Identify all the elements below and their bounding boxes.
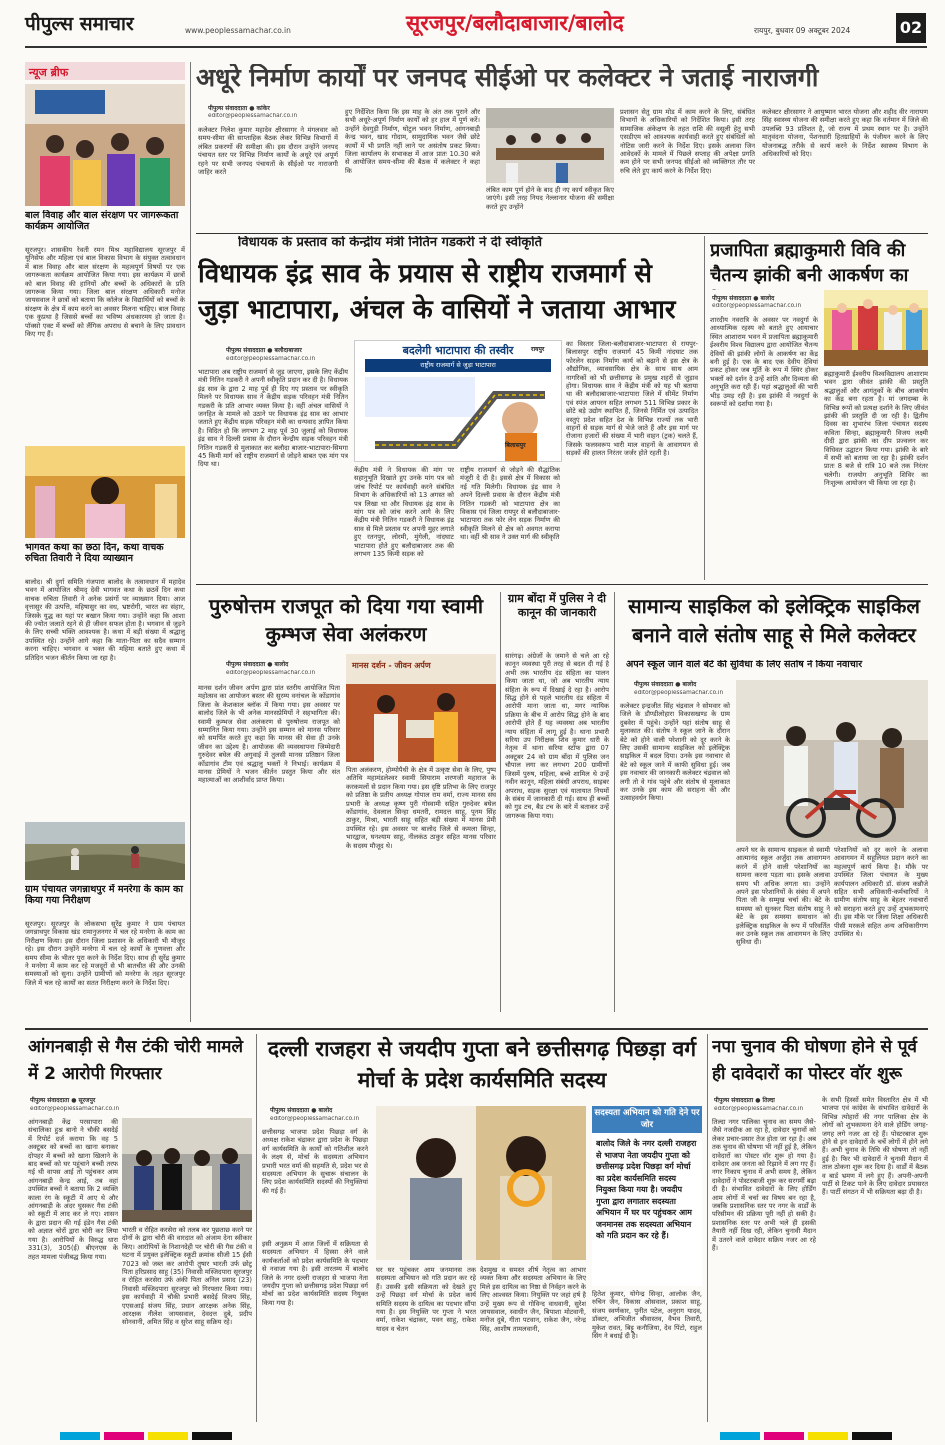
- highway-map: [355, 375, 561, 461]
- highway-col1: भाटापारा अब राष्ट्रीय राजमार्ग से जुड़ जाएगा, इसके लिए केंद्रीय मंत्री नितिन गडकरी ने अपनी स्वीकृति प्रदान कर दी है। विधायक इंद्र साव के द्वारा 2 माह पूर्व ही दिए गए प्रस्ताव पर स्वीकृति मिलने पर विधायक साव ने केंद्रीय सड़क परिवहन मंत्री नितिन गडकरी के प्रति आभार व्यक्त किया है। वहीं अंचल वासियों ने जनहित के मामले को उठाने पर विधायक इंद्र साव का आभार जताते हुए केंद्रीय सड़क परिवहन मंत्री का धन्यवाद ज्ञापित किया है। विदित हो कि लगभग 2 माह पूर्व 30 जुलाई को विधायक इंद्र साव ने दिल्ली प्रवास के दौरान केन्द्रीय सड़क परिवहन मंत्री नितिन गडकरी से मुलाकात कर बलौदा बाजार-भाटापारा-सिमगा 45 किमी मार्ग को राष्ट्रीय राजमार्ग से जोड़ने बाबत एक मांग पत्र दिया था।: [198, 368, 348, 469]
- brief-divider: [190, 62, 191, 1022]
- police-divider: [614, 592, 615, 1012]
- jaydeep-headline: दल्ली राजहरा से जयदीप गुप्ता बने छत्तीसगढ़ पिछड़ा वर्ग मोर्चा के प्रदेश कार्यसमिति सदस्य: [267, 1037, 697, 1092]
- brand-logo: पीपुल्स समाचार: [25, 13, 134, 35]
- kumbhaj-col2: पिता अलंकरण, होम्योपैथी के क्षेत्र में उत्कृष्ट सेवा के लिए, पुष्प अतिथि महामंडलेश्वर स्वामी सियाराम शरणजी महाराज के करकमलों से प्रदान किया गया। इस दृष्टि प्रतिभा के लिए राजपुर को प्रतिष्ठा के प्रतीय अध्यक्ष गोपाल राम वर्मा, राज्य मानस संघ प्रभारी के अध्यक्ष कृष्ण पुरी गोस्वामी सहित गुरुदेवर बघेल कोंडागांव, देवलाल सिन्हा धमतरी, रामदत्त साहू, पूनम सिंह ठाकुर, मिश्रा, भारती साहू सहित बड़ी संख्या में मानस प्रेमी उपस्थित रहे। इस अवसर पर बालोद जिले से कमला सिन्हा, भारद्वाज, घनश्याम साहू, नीलकंठ ठाकुर सहित मानस परिवार के सदस्य मौजूद थे।: [346, 766, 496, 850]
- highway-col2: केंद्रीय मंत्री ने विधायक की मांग पर सहानुभूति दिखाते हुए उनके मांग पत्र को जांच रिपोर्ट पर कार्यवाही करने संबंधित विभाग के अधिकारियों को 13 अगस्त को पत्र लिखा था और विधायक इंद्र साव के मांग पत्र को जांच करने आगे के लिए केंद्रीय मंत्री नितिन गडकरी ने विधायक इंद्र साव से मिले प्रस्ताव पर अपनी मुहर लगाते हुए रतनपुर, लोरमी, मुंगेली, नांदघाट भाटापारा होते हुए बलौदाबाजार तक की लगभग 135 किमी सड़क को: [354, 466, 454, 559]
- top-story-rule: [196, 233, 928, 234]
- brief2-headline: भागवत कथा का छठा दिन, कथा वाचक रुचिता तिवारी ने दिया व्याख्यान: [25, 542, 164, 564]
- highway-col3: राष्ट्रीय राजमार्ग से जोड़ने की सैद्धांतिक मंजूरी दे दी है। इससे क्षेत्र में विकास को नई गति मिलेगी। विधायक इंद्र साव ने अपने दिल्ली प्रवास के दौरान केंद्रीय मंत्री नितिन गडकरी को भाटापारा क्षेत्र का विकास एवं जिला रायपुर से बलौदाबाजार-भाटापारा तक फोर लेन सड़क निर्माण की स्वीकृति मिलने से क्षेत्र को अवगत कराया था। वहीं श्री साव ने उक्त मार्ग की स्वीकृति: [460, 466, 560, 542]
- top-photo-caption: लंबित काम पूर्ण होने के बाद ही नए कार्य स्वीकृत किए जाएंगे। इसी तरह नियद नेल्लानार योजना की समीक्षा करते हुए उन्होंने: [486, 186, 614, 211]
- top-col4: कलेक्टर क्षीरसागर ने आयुष्मान भारत योजना और शहीद वीर नारायण सिंह स्वास्थ्य योजना की समीक्षा करते हुए कहा कि वर्तमान में जिले की उपलब्धि 93 प्रतिशत है, जो राज्य में प्रथम स्थान पर है। उन्होंने मातृवंदना योजना, पेंशनधारी हितग्राहियों के पंजीयन करने के लिए योजनाबद्ध तरीके से कार्य करने के निर्देश स्वास्थ्य विभाग के अधिकारियों को दिए।: [762, 108, 928, 159]
- brief2-body: बालोद। श्री दुर्गा समिति गंजपारा बालोद के तत्वावधान में महादेव भवन में आयोजित श्रीमद् देवी भागवत कथा के छठवें दिन कथा वाचक रुचिता तिवारी ने अनेक प्रसंगों पर व्याख्यान दिया। आज वृत्तासुर की उत्पत्ति, महिषासुर का वध, भ्रष्टरोगी, भारत का संहार, जिसके युद्ध का यहां पर बखान किया गया। उन्होंने कहा कि आशा की ज्योत जलाते रहने से ही जीवन सफल होता है। भगवान से जुड़ने के लिए सच्ची भक्ति आवश्यक है। कथा में बड़ी संख्या में श्रद्धालु उपस्थित रहे। उन्होंने आगे कहा कि माता-पिता का सदैव सम्मान करना चाहिए। भगवान व भक्त की महिमा बताते हुए कथा में प्रतिदिन भजन कीर्तन किया जा रहा है।: [25, 578, 185, 662]
- jaydeep-byline: पीपुल्स संवाददाता ● बालोद: [270, 1107, 333, 1114]
- brief1-headline: बाल विवाह और बाल संरक्षण पर जागरूकता कार्यक्रम आयोजित: [25, 210, 179, 232]
- reg-black: [192, 1432, 232, 1440]
- highway-graphic: [354, 340, 562, 462]
- highway-headline: विधायक इंद्र साव के प्रयास से राष्ट्रीय राजमार्ग से जुड़ा भाटापारा, अंचल के वासियों ने जताया आभार: [198, 259, 676, 325]
- poster-byline: पीपुल्स संवाददाता ● तिल्दा: [714, 1097, 775, 1104]
- brief3-body: सूरजपुर। सूरजपुर के लोकसभा सुरेंद्र कुमार ने ग्राम पंचायत जगन्नाथपुर विकास खंड रामानुजनगर में चल रहे मनरेगा के काम का निरीक्षण किया। इस दौरान जिला प्रशासन के अधिकारी भी मौजूद रहे। इस दौरान उन्होंने मनरेगा में चल रहे कार्यों के गुणवत्ता और समय सीमा के भीतर पूरा करने के निर्देश दिए। साथ ही सुरेंद्र कुमार ने मनरेगा में काम कर रहे मजदूरों से भी बातचीत की और उनकी समस्याओं को सुना। उन्होंने ग्रामीणों को मनरेगा के तहत सूरजपुर जिले में चल रहे कार्यों का सतत निरीक्षण करने के निर्देश दिए।: [25, 920, 185, 987]
- kumbhaj-divider: [500, 592, 501, 1012]
- dateline: रायपुर, बुधवार 09 अक्टूबर 2024: [754, 26, 851, 35]
- brahma-email[interactable]: editor@peoplessamachar.co.in: [712, 303, 802, 309]
- highway-col4: का विस्तार जिला-बलौदाबाजार-भाटापारा से रायपुर-बिलासपुर राष्ट्रीय राजमार्ग 45 किमी नांदघाट तक फोरलेन सड़क निर्माण कार्य को बढ़ाने से इस क्षेत्र के औद्योगिक, व्यावसायिक क्षेत्र के साथ साथ आम नागरिकों को भी छत्तीसगढ़ के प्रमुख शहरों से जुड़ाव होगा। विधायक साव ने केंद्रीय मंत्री को यह भी बताया था की बलौदाबाजार-भाटापारा जिले में सीमेंट निर्माण एवं स्पंज आयरन सहित लगभग 511 विभिन्न प्रकार के छोटे बड़े उद्योग स्थापित हैं, जिनसे निर्मित एवं उत्पादित वस्तुएं प्रदेश सहित देश के विभिन्न राज्यों तक भारी वाहनों से सड़क मार्ग से भेजे जाते हैं और इस मार्ग पर रोजाना हजारों की संख्या में भारी वाहन (ट्रक) चलते हैं, जिसके फलस्वरूप भारी माल वाहनों के आवागमन से सड़कों की हालत निरंतर जर्जर होते रहती है।: [566, 340, 698, 458]
- graphic-city-bilaspur: बिलासपुर: [505, 442, 526, 449]
- poster-email[interactable]: editor@peoplessamachar.co.in: [714, 1106, 804, 1112]
- top-col3: प्रशासन सेतु ग्राम मोड में काम करने के लिए, संबंधित विभागों के अधिकारियों को निर्देशित किया। इसी तरह सामाजिक अंकेक्षण के तहत राशि की वसूली हेतु सभी एसडीएम को आवश्यक कार्यवाही करते हुए संबंधितों को नोटिस जारी करने के निर्देश दिए। इसके अलावा जिन आवेदकों के मामले में पिछले सप्ताह की अपेक्षा प्रगति कम होने पर सभी जनपद सीईओ को व्यक्तिगत तौर पर रुचि लेते हुए कार्य करने के निर्देश दिए।: [620, 108, 755, 175]
- jaydeep-sidebar-box: [592, 1106, 702, 1286]
- page-number: 02: [896, 13, 926, 43]
- jaydeep-divider: [707, 1034, 708, 1422]
- brahma-col1: शारदीय नवरात्रि के अवसर पर नवदुर्गा के आध्यात्मिक रहस्य को बताते हुए आयाचार स्थित आशाराम भवन में प्रजापिता ब्रह्माकुमारी ईश्वरीय विश्व विद्यालय द्वारा आयोजित चैतन्य देवियों की झांकी लोगों के आकर्षण का केंद्र बनी हुई है। एक के बाद एक देवीय देवियां प्रकट होकर जब मूर्ति के रूप में स्थिर होकर भक्तों को दर्शन दे उन्हें शांति और दिव्यता की अनुभूति करा रही हैं। यहां श्रद्धालुओं की भारी भीड़ उमड़ रही है। इस झांकी में नवदुर्गा के स्वरूपों को दर्शाया गया है।: [710, 316, 818, 409]
- police-headline: ग्राम बोंदा में पुलिस ने दी कानून की जानकारी: [508, 592, 606, 619]
- reg-cyan-2: [720, 1432, 760, 1440]
- gas-headline: आंगनबाड़ी से गैस टंकी चोरी मामले में 2 आरोपी गिरफ्तार: [28, 1037, 243, 1084]
- website-url[interactable]: www.peoplessamachar.co.in: [185, 26, 291, 35]
- bhagwat-katha-photo: [25, 446, 185, 538]
- gas-col2: भारती व रोहित करसेरा को तलब कर पूछताछ करने पर दोनों के द्वारा चोरी की वारदात को अंजाम देना स्वीकार किए। आरोपियों के निशानदेही पर चोरी की गैस टंकी व घटना में प्रयुक्त इलेक्ट्रिक स्कूटी क्रमांक सीजी 15 ईसी 7023 को जब्त कर आरोपी तुषार भारती उर्फ छोटू पिता हरिप्रसाद साहू (35) निवासी मस्जिदपारा सूरजपुर व रोहित करसेरा उर्फ अंकी पिता अनिल प्रसाद (23) निवासी मस्जिदपारा सूरजपुर को गिरफ्तार किया गया। इस कार्यवाही में चौकी प्रभारी बसदेई विजय सिंह, एएसआई संजय सिंह, प्रधान आरक्षक अनेक सिंह, आरक्षक नीलेश जायसवाल, देवदत्त दुबे, प्रदीप सोनवानी, अमित सिंह व सुरेश साहू सक्रिय रहे।: [122, 1226, 252, 1327]
- bottom-rule: [25, 1028, 928, 1030]
- police-body: सारंगढ़। अंग्रेजों के जमाने से चले आ रहे कानून व्यवस्था पूरी तरह से बदल दी गई है अभी तक भारतीय दंड संहिता का पालन किया जाता था, जो अब भारतीय न्याय संहिता के रूप में दिखाई दे रहा है। आरोप सिद्ध होने से पहले भारतीय दंड संहिता में आरोपी माना जाता था, मगर न्यायिक प्रक्रिया के बीच में आरोप सिद्ध होने के बाद आरोपी होते हैं यह व्यवस्था अब भारतीय न्याय संहिता में लागू हुई है। थाना प्रभारी सरिया उप निरीक्षक शिव कुमार धारी के नेतृत्व में थाना सरिया स्टॉफ द्वारा 07 अक्टूबर 24 को ग्राम बोंदा में पुलिस जन चौपाल लगा कर लगभग 200 ग्रामीणों जिसमें पुरुष, महिला, बच्चे शामिल थे उन्हें नवीन कानून, महिला संबंधी अपराध, साइबर अपराध, सड़क सुरक्षा एवं यातायात नियमों के संबंध में जानकारी दी गई। साथ ही बच्चों को गुड टच, बैड टच के बारे में बताकर उन्हें जागरूक किया गया।: [505, 652, 609, 820]
- reg-yellow: [148, 1432, 188, 1440]
- sidebar-box-head: सदस्यता अभियान को गति देने पर जोर: [592, 1106, 702, 1133]
- graphic-city-raipur: रायपुर: [531, 346, 545, 353]
- highway-byline: पीपुल्स संवाददाता ● बलौदाबाजार: [226, 347, 302, 354]
- kumbhaj-col1: मानस दर्शन जीवन अर्पण द्वारा प्रांत स्तरीय आयोजित पिता महोत्सव का आयोजन बस्तर की सुरम्य वनांचल के कोंडागांव जिला के केशकाल ब्लॉक में किया गया। इस अवसर पर बालोद जिले के भी अनेक मानसप्रेमियों ने सहभागिता की। स्वामी कुम्भज सेवा अलंकरण से पुरुषोत्तम राजपूत को सम्मानित किया गया। उन्होंने इस सम्मान को मानस परिवार को समर्पित करते हुए कहा कि मानस की सेवा ही उनके जीवन का उद्देश्य है। आयोजक की व्यवस्थापना जिम्मेदारी गुरुदेवर बघेल की अगुवाई में तुलसी मानस प्रतिष्ठान जिला कोंडागांव टीम एवं श्रद्धालु भक्तों ने निभाई। कार्यक्रम में मानस प्रेमियों ने भजन कीर्तन प्रस्तुत किया और संत महात्माओं का आशीर्वाद प्राप्त किया।: [198, 684, 340, 785]
- cycle-email[interactable]: editor@peoplessamachar.co.in: [634, 690, 724, 696]
- cycle-col1: कलेक्टर इन्द्रजीत सिंह चंद्रवाल ने सोमवार को जिले के डौण्डीलोहारा विकासखण्ड के ग्राम दुबवेरा में पहुंचे। उन्होंने यहां संतोष साहू से मुलाकात की। संतोष ने स्कूल जाने के दौरान बेटे को होने वाली परेशानी को दूर करने के लिए उसकी सामान्य साइकिल को इलेक्ट्रिक साइकिल में बदल दिया। उनके इस नवाचार से बेटे को स्कूल जाने में काफी सुविधा हुई। जब इस नवाचार की जानकारी कलेक्टर चंद्रवाल को लगी तो वे गांव पहुंचे और संतोष से मुलाकात कर उनके इस काम की सराहना की और उत्साहवर्धन किया।: [620, 702, 730, 803]
- gas-byline: पीपुल्स संवाददाता ● सूरजपुर: [30, 1097, 96, 1104]
- gas-email[interactable]: editor@peoplessamachar.co.in: [30, 1106, 120, 1112]
- sidebar-box-body: बालोद जिले के नगर दल्ली राजहरा से भाजपा नेता जयदीप गुप्ता को छत्तीसगढ़ प्रदेश पिछड़ा वर्ग मोर्चा का प्रदेश कार्यसमिति सदस्य नियुक्त किया गया है। जयदीप गुप्ता द्वारा लगातार सदस्यता अभियान में घर घर पहुंचकर आम जनमानस तक सदस्यता अभियान को गति प्रदान कर रहे हैं।: [596, 1139, 697, 1240]
- jhanki-photo: [824, 290, 928, 366]
- cycle-subhead: अपने स्कूल जाने वाले बेटे की सुविधा के लिए संतोष ने किया नवाचार: [626, 660, 863, 670]
- reg-yellow-2: [808, 1432, 848, 1440]
- cycle-col3: परेशानियों को दूर करने के अलावा आवागमन में सहूलियत प्रदान करने का महत्वपूर्ण कार्य किया है। मौके पर उपस्थित जिला पंचायत के मुख्य कार्यपालन अधिकारी डॉ. संजय कन्नौजे सहित सभी अधिकारी-कर्मचारियों ने ग्रामीण संतोष साहू के बेहतर नवाचारों को सराहना करते हुए उन्हें शुभकामनाएं दी। इस मौके पर जिला शिक्षा अधिकारी पीसी मरकले सहित अन्य अधिकारीगण उपस्थित थे।: [834, 846, 928, 939]
- registration-bar: [0, 1432, 945, 1440]
- reg-magenta: [104, 1432, 144, 1440]
- meeting-photo: [486, 108, 614, 183]
- masthead: [0, 0, 945, 50]
- jaydeep-col2: घर घर पहुंचकर आम जनमानस तक सदस्यता अभियान को गति प्रदान कर रहे हैं। उसकी इसी सक्रियता को देखते हुए उन्हें पिछड़ा वर्ग मोर्चा के प्रदेश कार्य समिति सदस्य के दायित्व का पदभार सौंपा गया है। इस नियुक्ति पर गुप्ता ने भरत वर्मा, राकेश चंद्राकर, पवन साहू, राकेश यादव व चेतन: [376, 1266, 476, 1333]
- top-headline: अधूरे निर्माण कार्यों पर जनपद सीईओ पर कलेक्टर ने जताई नाराजगी: [196, 64, 819, 92]
- jaydeep-col3: देशमुख व समस्त शीर्ष नेतृत्व का आभार व्यक्त किया और सदस्यता अभियान के लिए मिले इस दायित्व का निष्ठा से निर्वहन करने के लिए आश्वस्त किया। नियुक्ति पर जहां हर्ष है उन्हें मुख्य रूप से गोविन्द वाधवानी, सुरेश जायसवाल, स्वाधीन जैन, बिपाशा मोटवानी, मनोज दुबे, गीता पटवान, राकेश जैन, नरेन्द्र सिंह, आशीष तामलवानी,: [480, 1266, 586, 1333]
- top-byline: पीपुल्स संवाददाता ● कांकेर: [208, 105, 270, 112]
- gas-col1: आंगनबाड़ी केंद्र परसापारा की संचालिका हुश्न बानो ने चौकी बसदेई में रिपोर्ट दर्ज कराया कि वह 5 अक्टूबर को बच्चों का खाना बनाकर दोपहर में बच्चों को खाना खिलाने के बाद बच्चों को घर पहुंचाने बच्ची तरफ गई थी वापस आई तो पहुंचकर आम आंगनबाड़ी केन्द्र आई, तब वहां उपस्थित बच्चों ने बताया कि 2 व्यक्ति काला रंग के स्कूटी में आए थे और आंगनबाड़ी के अंदर घुसकर गैस टंकी को स्कूटी में लाद कर ले गए। शासन के द्वारा प्रदान की गई इंडेन गैस टंकी को अज्ञात चोरों द्वारा चोरी कर लिया गया है। आरोपियों के विरुद्ध धारा 331(3), 305(ई) बीएनएस के तहत मामला पंजीबद्ध किया गया।: [28, 1118, 118, 1261]
- mnrega-site-photo: [25, 822, 185, 880]
- cycle-headline: सामान्य साइकिल को इलेक्ट्रिक साइकिल बनाने वाले संतोष साहू से मिले कलेक्टर: [628, 594, 920, 647]
- brahma-headline: प्रजापिता ब्रह्माकुमारी विवि की चैतन्य झांकी बनी आकर्षण का: [710, 240, 909, 286]
- poster-col1: तिल्दा नगर पालिका चुनाव का समय जैसे-जैसे नजदीक आ रहा है, दावेदार चुनावों को लेकर प्रचार-प्रसार तेज होता जा रहा है। अब तक चुनाव की घोषणा भी नहीं हुई है, लेकिन दावेदारों का पोस्टर वॉर शुरू हो गया है। दावेदार अब जनता को रिझाने में लग गए हैं। नगर निकाय चुनाव में अभी समय है, लेकिन दावेदारों ने पोस्टरबाजी शुरू कर सरगर्मी बढ़ा दी है। संभावित दावेदारों के लिए होर्डिंग आम लोगों में चर्चा का विषय बन रहा है, जबकि प्रशासनिक स्तर पर नगर के वार्डों के परिसीमन की प्रक्रिया पूरी नहीं हो सकी है। प्रशासनिक स्तर पर अभी भले ही इसकी तैयारी नहीं दिख रही, लेकिन चुनावी मैदान में उतरने वाले दावेदार सक्रिय नजर आ रहे हैं।: [712, 1118, 816, 1253]
- graphic-title: बदलेगी भाटापारा की तस्वीर: [402, 344, 514, 357]
- reg-black-2: [852, 1432, 892, 1440]
- highway-kicker: विधायक के प्रस्ताव को केन्द्रीय मंत्री नितिन गडकरी ने दी स्वीकृति: [238, 236, 543, 250]
- reg-magenta-2: [764, 1432, 804, 1440]
- jaydeep-photo: [376, 1106, 586, 1260]
- edition-title: सूरजपुर/बलौदाबाजार/बालोद: [406, 11, 624, 35]
- reg-cyan: [60, 1432, 100, 1440]
- top-email[interactable]: editor@peoplessamachar.co.in: [208, 113, 298, 119]
- highway-email[interactable]: editor@peoplessamachar.co.in: [226, 356, 316, 362]
- accused-photo: [122, 1118, 252, 1222]
- jaydeep-col4: हितेश कुमार, योगेन्द्र सिन्हा, आलोक जैन, रुचिन जैन, विकास ओसवाल, प्रकाश साहू, संजय स्वर्णकार, पुनीत पटेल, अनुराग यादव, डॉक्टर, अभिजीत श्रीवास्तव, वैभव तिवारी, मुकेश रावत, बिट्टू कनौजिया, देव पिंटो, राहुल सिंग ने बधाई दी है।: [592, 1290, 702, 1341]
- brief1-body: सूरजपुर। शासकीय रेवती रमन मिश्र महाविद्यालय सूरजपुर में यूनिसेफ और महिला एवं बाल विकास विभाग के संयुक्त तत्वावधान में बाल विवाह और बाल संरक्षण के महत्वपूर्ण विषयों पर एक जागरूकता कार्यक्रम आयोजित किया गया। इस कार्यक्रम में छात्रों को बाल विवाह की हानियों और बच्चों के अधिकारों के प्रति जागरूक किया गया। जिला बाल संरक्षण अधिकारी मनोज जायसवाल ने छात्रों को बताया कि कॉलेज के विद्यार्थियों को बच्चों के संरक्षण के क्षेत्र में काम करने का अवसर मिलना चाहिए। बाल विवाह एक कुप्रथा है जिससे बच्चों का भविष्य अंधकारमय हो जाता है। पॉक्सो एक्ट में बच्चों को लैंगिक अपराध से बचाने के लिए प्रावधान किए गए हैं।: [25, 246, 185, 339]
- jaydeep-email[interactable]: editor@peoplessamachar.co.in: [270, 1116, 360, 1122]
- brahma-byline: पीपुल्स संवाददाता ● बालोद: [712, 295, 775, 302]
- graphic-banner: राष्ट्रीय राजमार्ग से जुड़ा भाटापारा: [365, 359, 551, 372]
- collector-cycle-photo: [736, 680, 928, 842]
- students-photo: [25, 84, 185, 206]
- kumbhaj-headline: पुरुषोत्तम राजपूत को दिया गया स्वामी कुम्भज सेवा अलंकरण: [209, 594, 483, 646]
- mid-rule: [196, 584, 928, 585]
- top-col1: कलेक्टर निलेश कुमार महादेव क्षीरसागर ने मंगलवार को समय-सीमा की साप्ताहिक बैठक लेकर विभिन्न विभागों में लंबित प्रकरणों की समीक्षा की। इस दौरान उन्होंने जनपद पंचायत स्तर पर विभिन्न निर्माण कार्यों के अधूरे एवं अपूर्ण रहने पर सभी जनपद पंचायतों के सीईओ पर नाराजगी जाहिर करते: [198, 126, 338, 177]
- gas-divider: [256, 1034, 257, 1422]
- cycle-col2: अपने घर के सामान्य साइकल से स्वामी आत्मानंद स्कूल अर्जुंदा तक आवागमन करने में होने वाली परेशानियों का सामना करना पड़ता था। इसके अलावा समय भी अधिक लगता था। उन्होंने अपने इस परेशानियों के संबंध में अपने पिता जी के सम्मुख चर्चा की। बेटे के समस्या को सुनकर पिता संतोष साहू ने बेटे के इस समस्या समाधान को इलेक्ट्रिक साइकिल के रूप में परिवर्तित कर उनके स्कूल तक आवागमन के लिए सुविधा दी।: [736, 846, 830, 947]
- top-col2: हुए निर्देशित किया कि इस माह के अंत तक पुराने और सभी अधूरे-अपूर्ण निर्माण कार्यों को हर हाल में पूर्ण करें। उन्होंने देवगुड़ी निर्माण, घोटुल भवन निर्माण, आंगनबाड़ी केन्द्र भवन, खाद गोदाम, सामुदायिक भवन जैसे छोटे कार्यों में भी प्रगति नहीं लाने पर असंतोष प्रकट किया। जिला कार्यालय के सभाकक्ष में आज प्रातः 10.30 बजे से आयोजित समय-सीमा की बैठक में कलेक्टर ने कहा कि: [345, 108, 480, 175]
- kumbhaj-email[interactable]: editor@peoplessamachar.co.in: [226, 670, 316, 676]
- highway-divider: [704, 236, 705, 580]
- jaydeep-col1: छत्तीसगढ़ भाजपा प्रदेश पिछड़ा वर्ग के अध्यक्ष राकेश चंद्राकर द्वारा प्रदेश के पिछड़ा वर्ग कार्यसमिति के कार्यों को गतिशील करने के लक्ष्य से, मोर्चा के सदस्यता अभियान प्रभारी भरत वर्मा की सहमति से, प्रदेश भर से सदस्यता अभियान के सुचारू संचालन के लिए प्रदेश कार्यसमिति सदस्यों की नियुक्तियां की गई हैं।: [262, 1128, 368, 1195]
- brief-label-text: न्यूज ब्रीफ: [29, 66, 69, 79]
- award-photo-banner: मानस दर्शन - जीवन अर्पण: [352, 661, 431, 670]
- award-photo: [346, 654, 496, 762]
- masthead-rule: [25, 46, 927, 48]
- poster-headline: नपा चुनाव की घोषणा होने से पूर्व ही दावेदारों का पोस्टर वॉर शुरू: [712, 1037, 917, 1084]
- brahma-col2: ब्रह्माकुमारी ईश्वरीय विश्वविद्यालय आशाराम भवन द्वारा जीवंत झांकी की प्रस्तुति श्रद्धालुओं और आगंतुकों के बीच आकर्षण का केंद्र बना रहता है। मां जगदम्बा के विभिन्न रूपों को प्रत्यक्ष दर्शाने के लिए जीवंत झांकी की प्रस्तुति दी जा रही है। द्वितीय दिवस का शुभारंभ जिला पंचायत सदस्य कविता सिन्हा, ब्रह्माकुमारी विजय लक्ष्मी दीदी द्वारा झांकी का दीप प्रज्वलन कर विधिवत उद्घाटन किया गया। झांकी के बारे में सभी को बताया जा रहा है। झांकी दर्शन प्रातः 8 बजे से रात्रि 10 बजे तक निरंतर चलेगी। राजयोग अनुभूति शिविर का निःशुल्क आयोजन भी किया जा रहा है।: [824, 370, 928, 488]
- jaydeep-col1b: इसी अनुक्रम में आज जिलों में सक्रियता से सदस्यता अभियान में हिस्सा लेने वाले कार्यकर्ताओं को प्रदेश कार्यसमिति के पदभार से नवाजा गया है। इसी तारतम्य में बालोद जिले के नगर दल्ली राजहरा से भाजपा नेता जयदीप गुप्ता को छत्तीसगढ़ प्रदेश पिछड़ा वर्ग मोर्चा का प्रदेश कार्यसमिति सदस्य नियुक्त किया गया है।: [262, 1240, 368, 1307]
- cycle-byline: पीपुल्स संवाददाता ● बालोद: [634, 681, 697, 688]
- brief3-headline: ग्राम पंचायत जगन्नाथपुर में मनरेगा के काम का किया गया निरीक्षण: [25, 884, 183, 906]
- kumbhaj-byline: पीपुल्स संवाददाता ● बालोद: [226, 661, 289, 668]
- poster-col2: के सभी हिस्सों समेत विस्तारित क्षेत्र में भी भाजपा एवं कांग्रेस के संभावित दावेदारों के विभिन्न त्योहारों की नगर पालिका क्षेत्र के लोगों को शुभकामना देने वाले होर्डिंग जगह-जगह लगे नजर आ रहे हैं। पोस्टरबाज शुरू होने से इन दावेदारों के चर्चे लोगों में होने लगे हैं। अभी चुनाव के तिथि की घोषणा तो नहीं हुई है। फिर भी दावेदारों ने चुनावी मैदान में ताल ठोकना शुरू कर दिया है। वार्डों में बैठक व बार्ड भ्रमण में लगे हुए हैं। अपनी-अपनी पार्टी से टिकट पाने के लिए दावेदार प्रयासरत हैं। पार्टी संगठन में भी सक्रियता बढ़ा दी है।: [822, 1096, 928, 1197]
